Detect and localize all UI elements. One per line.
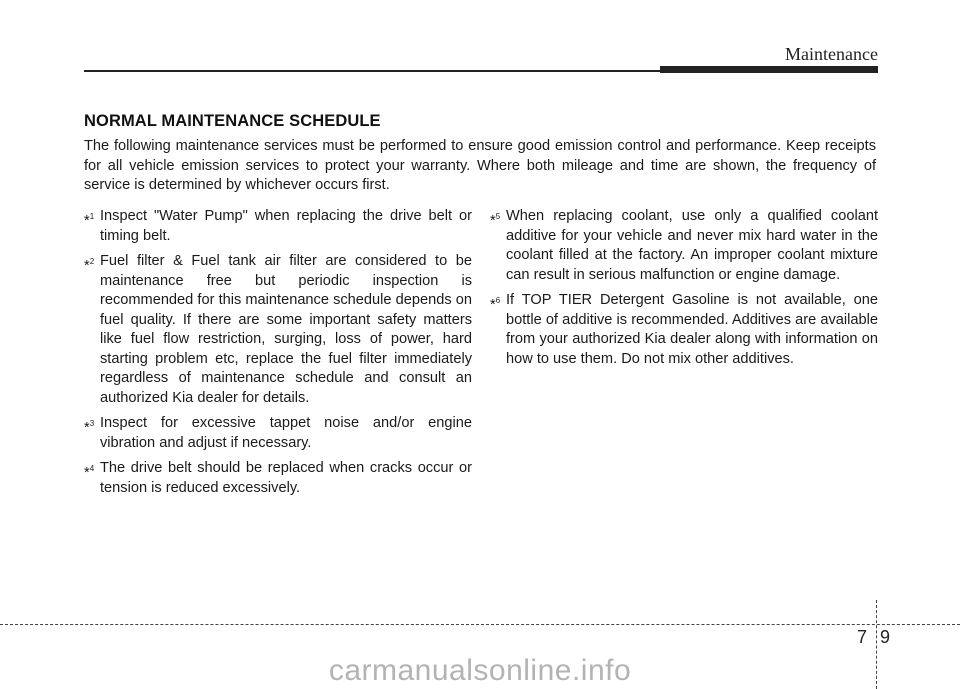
header-rule-accent [660,66,878,73]
footnote-item [84,459,472,498]
footnote-marker: *$^2$ [84,257,95,274]
footnote-text: The drive belt should be replaced when cracks occur or tension is reduced excessively. [100,460,472,496]
footnote-text: If TOP TIER Detergent Gasoline is not available, one bottle of additive is recommended. Additives are available from your authorized Kia dealer along with information on how to use them. Do not mix other additives. [506,292,878,367]
notes-right-column [490,207,878,375]
notes-left-column [84,207,472,504]
footnote-marker: *$^1$ [84,212,95,229]
footnote-item [490,207,878,285]
footnote-marker: *$^4$ [84,464,95,481]
footnote-item [84,252,472,408]
footnote-marker: *$^6$ [490,296,501,313]
footnote-marker: *$^3$ [84,419,95,436]
footer-rule [0,624,960,625]
chapter-number: 7 [857,627,868,647]
footnote-text: When replacing coolant, use only a qualified coolant additive for your vehicle and never mix hard water in the coolant filled at the factory. An improper coolant mixture can result in serious malfunction or engine damage. [506,208,878,283]
watermark: carmanualsonline.info [328,654,632,687]
footnote-marker: *$^5$ [490,212,501,229]
footnote-item [84,414,472,453]
intro-paragraph: The following maintenance services must be performed to ensure good emission control and performance. Keep receipts for all vehicle emission services to protect your warranty. Where both mileage and time are shown, the frequency of service is determined by whichever occurs first. [84,138,876,193]
page-number: 9 [880,627,891,647]
header-rule [84,70,660,72]
page-heading: NORMAL MAINTENANCE SCHEDULE [84,112,381,130]
footnote-text: Fuel filter & Fuel tank air filter are considered to be maintenance free but periodic inspection is recommended for this maintenance schedule depends on fuel quality. If there are some important safety matters like fuel flow restriction, surging, loss of power, hard starting problem etc, replace the fuel filter immediately regardless of maintenance schedule and consult an authorized Kia dealer for details. [100,253,472,406]
section-title: Maintenance [785,44,878,64]
footnote-item [84,207,472,246]
footnote-text: Inspect "Water Pump" when replacing the drive belt or timing belt. [100,208,472,244]
footnote-item [490,291,878,369]
footnote-text: Inspect for excessive tappet noise and/or engine vibration and adjust if necessary. [100,415,472,451]
